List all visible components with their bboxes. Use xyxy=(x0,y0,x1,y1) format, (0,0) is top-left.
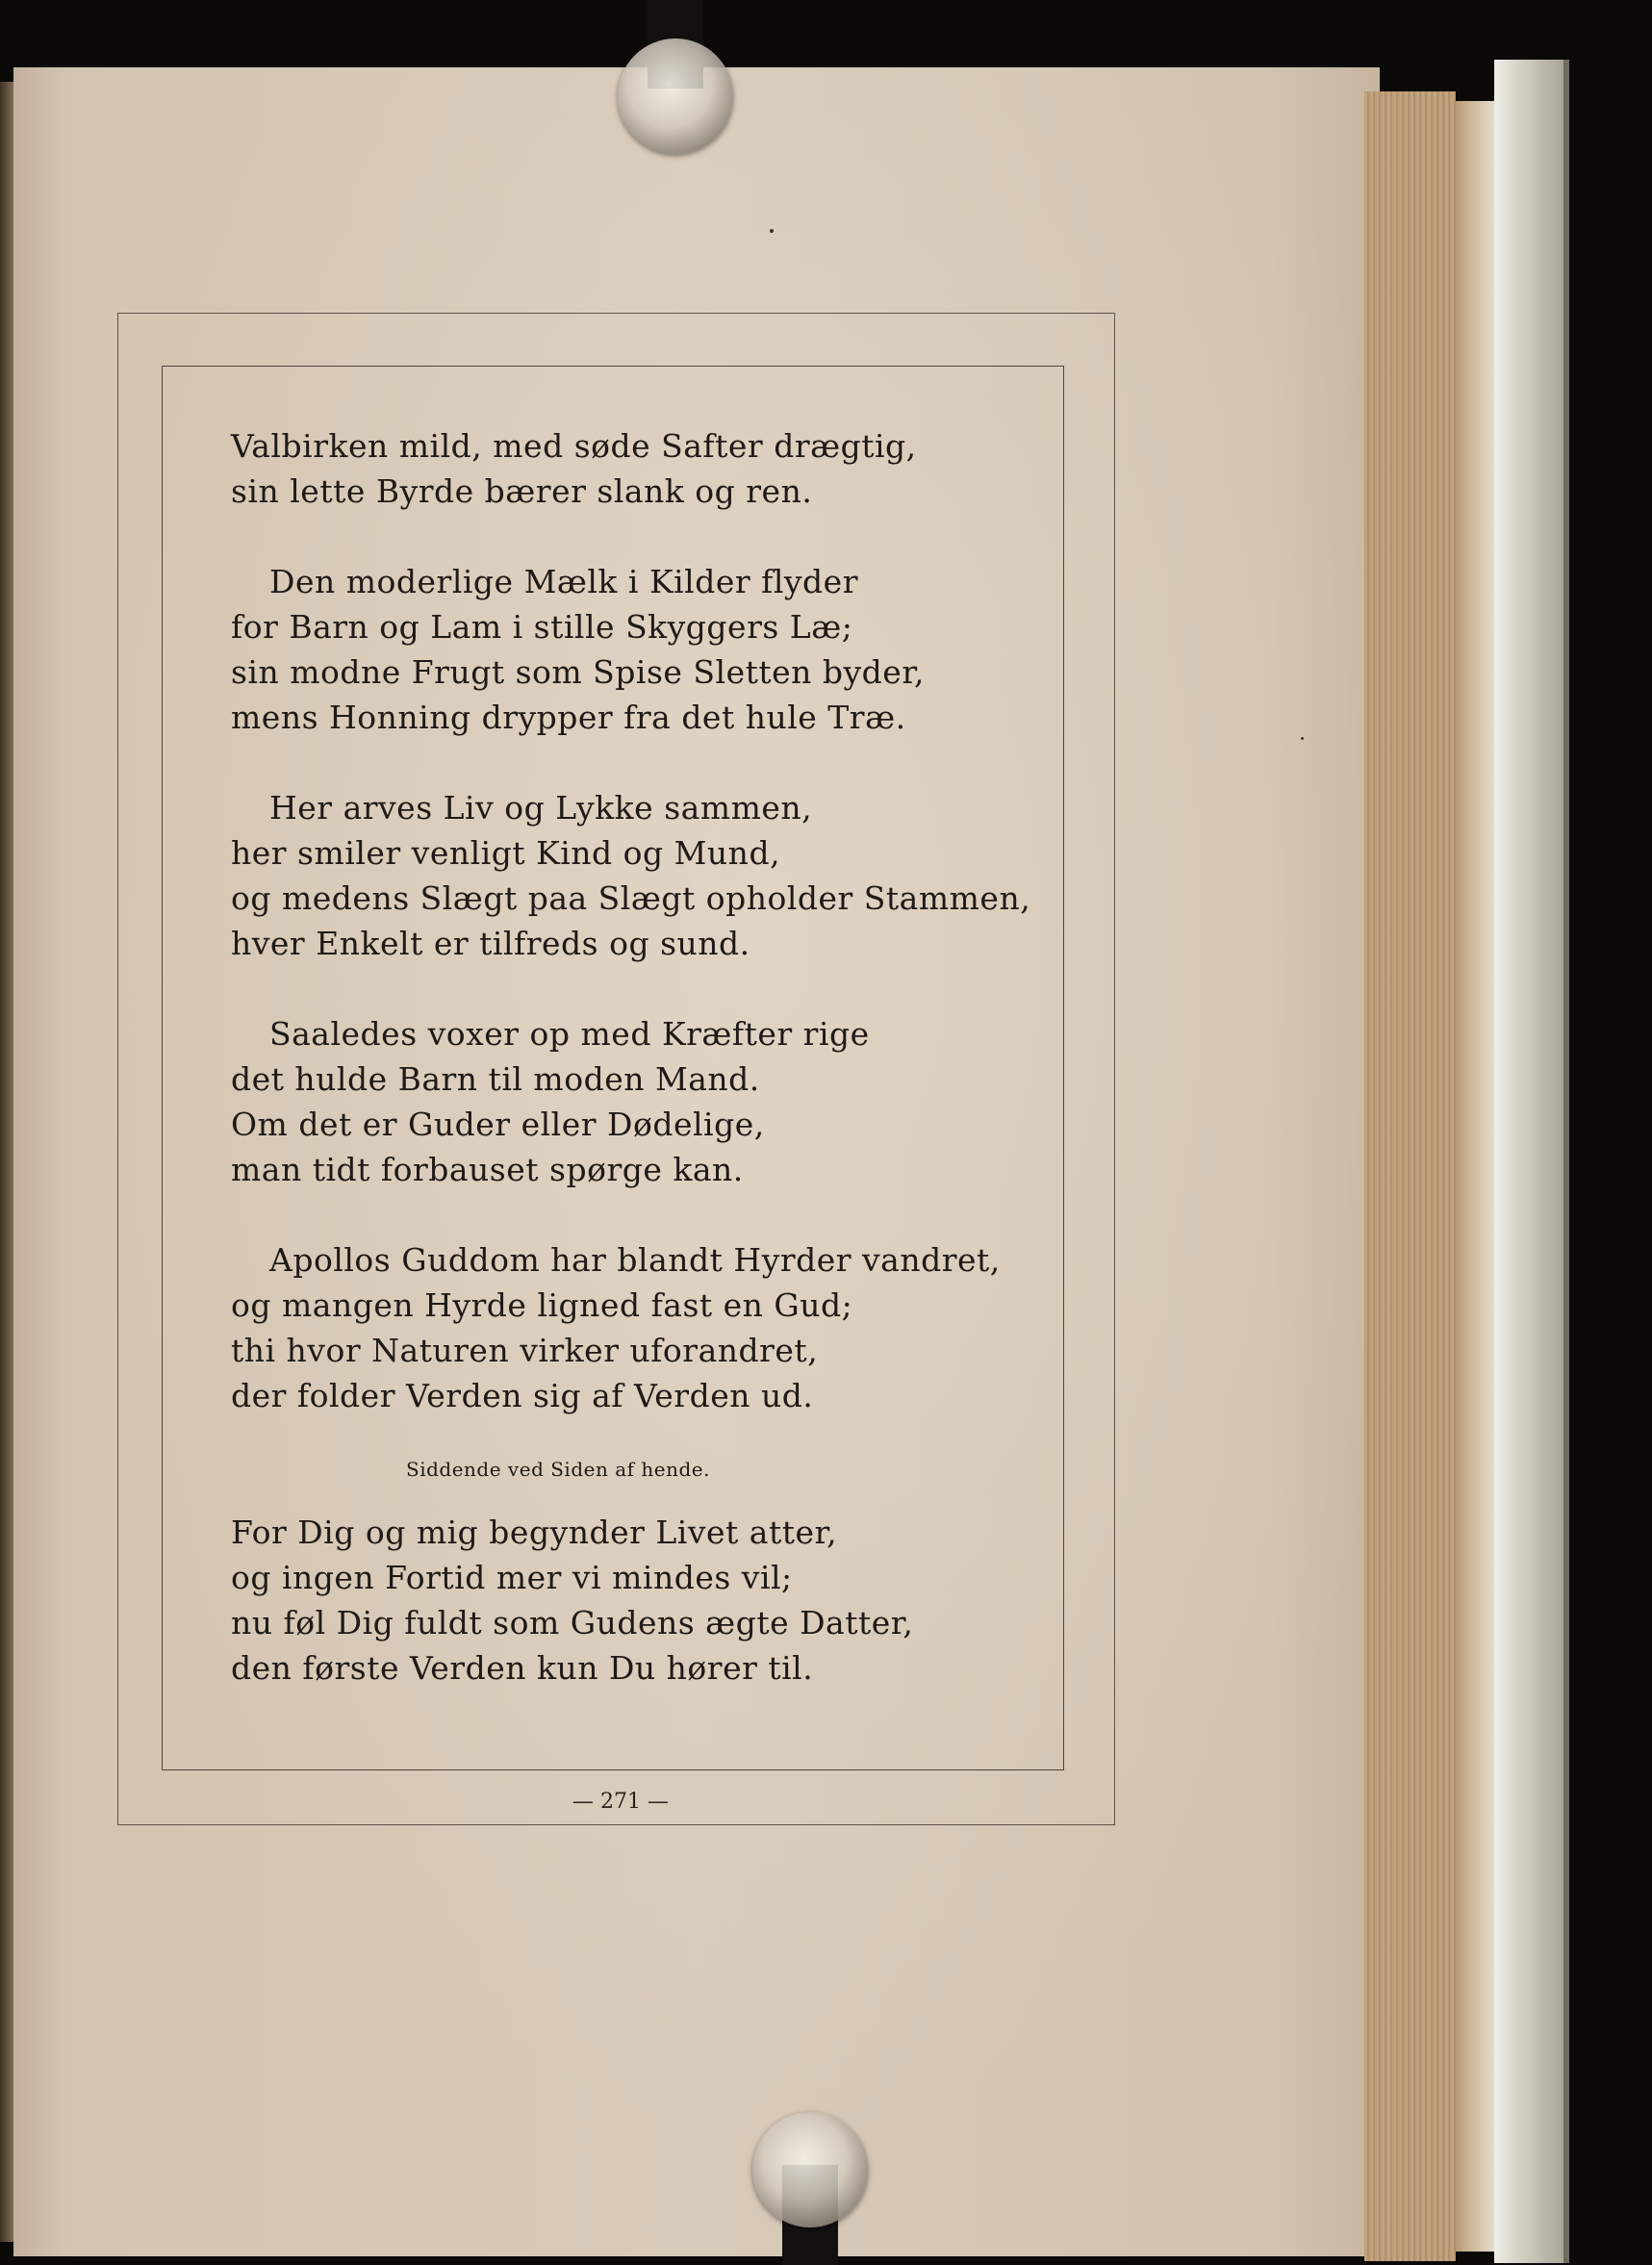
top-page-clip xyxy=(618,38,733,154)
poem-line: og mangen Hyrde ligned fast en Gud; xyxy=(231,1286,853,1324)
poem-line: der folder Verden sig af Verden ud. xyxy=(231,1377,814,1414)
ink-speck xyxy=(770,229,774,233)
poem-line: nu føl Dig fuldt som Gudens ægte Datter, xyxy=(231,1604,914,1641)
poem-line: og ingen Fortid mer vi mindes vil; xyxy=(231,1559,793,1596)
poem-line: hver Enkelt er tilfreds og sund. xyxy=(231,925,750,962)
page-edges xyxy=(1364,91,1456,2261)
stanza-5 xyxy=(231,1237,1039,1418)
poem-line: Valbirken mild, med søde Safter drægtig, xyxy=(231,427,917,465)
poem-line: sin modne Frugt som Spise Sletten byder, xyxy=(231,653,925,691)
page-edges-inner xyxy=(1456,101,1494,2252)
poem-line: her smiler venligt Kind og Mund, xyxy=(231,834,781,872)
stage-direction: Siddende ved Siden af hende. xyxy=(406,1458,710,1481)
ink-speck xyxy=(1301,737,1304,740)
poem-text-block xyxy=(231,423,1039,1691)
poem-line: for Barn og Lam i stille Skyggers Læ; xyxy=(231,608,853,646)
poem-line: Den moderlige Mælk i Kilder flyder xyxy=(269,563,858,600)
poem-line: Om det er Guder eller Dødelige, xyxy=(231,1106,765,1143)
back-cover-edge xyxy=(1563,60,1569,2263)
stanza-2 xyxy=(231,559,1039,740)
final-stanza xyxy=(231,1510,1039,1691)
poem-line: Her arves Liv og Lykke sammen, xyxy=(269,789,813,827)
poem-line: den første Verden kun Du hører til. xyxy=(231,1649,814,1687)
bottom-page-clip xyxy=(752,2112,868,2227)
poem-line: Apollos Guddom har blandt Hyrder vandret, xyxy=(269,1241,1001,1279)
poem-line: thi hvor Naturen virker uforandret, xyxy=(231,1332,819,1369)
poem-line: det hulde Barn til moden Mand. xyxy=(231,1060,760,1098)
stanza-3 xyxy=(231,785,1039,966)
poem-line: sin lette Byrde bærer slank og ren. xyxy=(231,472,813,510)
poem-line: For Dig og mig begynder Livet atter, xyxy=(231,1514,838,1551)
stanza-4 xyxy=(231,1011,1039,1192)
poem-line: og medens Slægt paa Slægt opholder Stammen, xyxy=(231,879,1031,917)
poem-line: man tidt forbauset spørge kan. xyxy=(231,1151,744,1188)
back-cover xyxy=(1494,60,1563,2263)
stanza-1 xyxy=(231,423,1039,514)
page-number: — 271 — xyxy=(572,1790,669,1814)
poem-line: mens Honning drypper fra det hule Træ. xyxy=(231,699,906,736)
poem-line: Saaledes voxer op med Kræfter rige xyxy=(269,1015,870,1053)
